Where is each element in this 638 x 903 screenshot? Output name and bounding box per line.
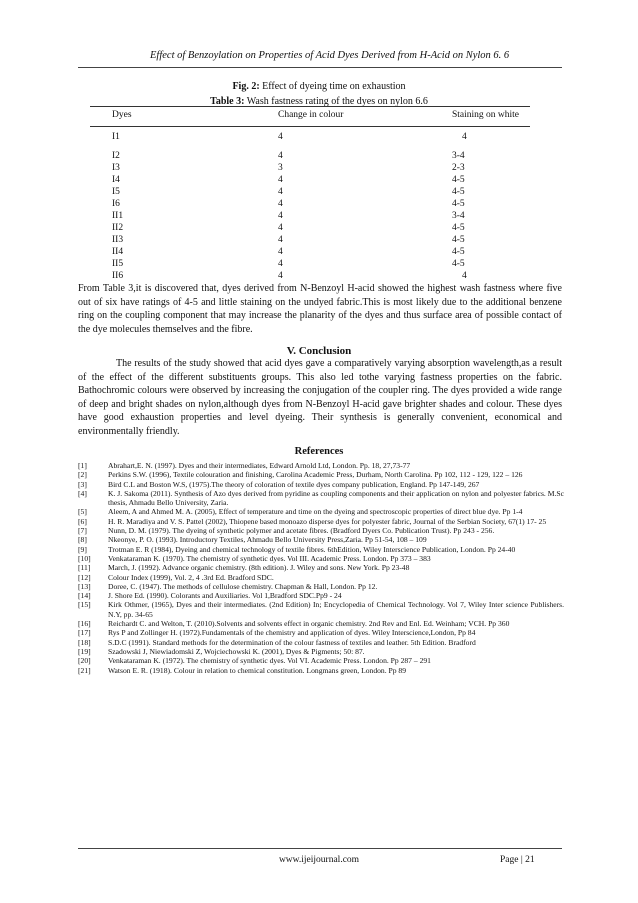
reference-item bbox=[78, 573, 564, 582]
reference-number: [3] bbox=[78, 479, 87, 489]
reference-item bbox=[78, 647, 564, 656]
running-head: Effect of Benzoylation on Properties of Acid Dyes Derived from H-Acid on Nylon 6. 6 bbox=[150, 50, 510, 61]
reference-text: Perkins S.W. (1996), Textile colouration and finishing, Carolina Academic Press, Durham, North Carolina. Pp 102, 112 - 129, 122 – 126 bbox=[108, 470, 523, 480]
reference-item bbox=[78, 582, 564, 591]
reference-text: Rys P and Zollinger H. (1972).Fundamentals of the chemistry and application of dyes. Wiley Interscience,London, Pp 84 bbox=[108, 628, 476, 638]
reference-text: Aleem, A and Ahmed M. A. (2005), Effect of temperature and time on the dyeing and spectroscopic properties of direct blue dye. Pp 1-4 bbox=[108, 507, 523, 517]
reference-text: Doree, C. (1947). The methods of cellulose chemistry. Chapman & Hall, London. Pp 12. bbox=[108, 581, 378, 591]
references-list bbox=[78, 461, 564, 675]
cell-staining-on-white: 2-3 bbox=[452, 163, 465, 173]
reference-item bbox=[78, 535, 564, 544]
reference-number: [15] bbox=[78, 600, 91, 610]
reference-number: [10] bbox=[78, 553, 91, 563]
cell-dye: I5 bbox=[112, 187, 120, 197]
table-header-staining-on-white: Staining on white bbox=[452, 110, 520, 120]
reference-text: Reichardt C. and Welton, T. (2010).Solvents and solvents effect in organic chemistry. 2nd Rev and Enl. Ed. Weinham; VCH. Pp 360 bbox=[108, 619, 510, 629]
table-caption-label: Table 3: bbox=[210, 96, 245, 107]
cell-change-in-colour: 4 bbox=[278, 187, 283, 197]
reference-text: Trotman E. R (1984), Dyeing and chemical technology of textile fibres. 6thEdition, Wiley Interscience Publication, London. Pp 24-40 bbox=[108, 544, 516, 554]
reference-number: [7] bbox=[78, 526, 87, 536]
reference-item bbox=[78, 545, 564, 554]
reference-item bbox=[78, 591, 564, 600]
cell-change-in-colour: 4 bbox=[278, 132, 283, 142]
footer-url: www.ijeijournal.com bbox=[278, 855, 360, 865]
reference-item bbox=[78, 638, 564, 647]
figure-caption-label: Fig. 2: bbox=[232, 81, 260, 92]
cell-change-in-colour: 4 bbox=[278, 235, 283, 245]
reference-item bbox=[78, 526, 564, 535]
reference-text: Colour Index (1999), Vol. 2, 4 .3rd Ed. Bradford SDC. bbox=[108, 572, 274, 582]
reference-text: K. J. Sakoma (2011). Synthesis of Azo dyes derived from pyridine as coupling components and their application on nylon and polyester fabrics. M.Sc thesis, Ahmadu Bello University, Zaria. bbox=[108, 488, 564, 508]
cell-staining-on-white: 4-5 bbox=[452, 199, 465, 209]
cell-dye: II2 bbox=[112, 223, 124, 233]
reference-number: [2] bbox=[78, 470, 87, 480]
reference-item bbox=[78, 554, 564, 563]
reference-text: S.D.C (1991). Standard methods for the determination of the colour fastness of textiles and leather. 5th Edition. Bradford bbox=[108, 637, 476, 647]
cell-dye: I3 bbox=[112, 163, 120, 173]
reference-item bbox=[78, 517, 564, 526]
page-number: Page | 21 bbox=[500, 855, 535, 865]
cell-staining-on-white: 3-4 bbox=[452, 211, 465, 221]
table-header-dyes: Dyes bbox=[112, 110, 132, 120]
cell-change-in-colour: 4 bbox=[278, 199, 283, 209]
cell-staining-on-white: 4-5 bbox=[452, 247, 465, 257]
reference-text: J. Shore Ed. (1990). Colorants and Auxiliaries. Vol 1,Bradford SDC.Pp9 - 24 bbox=[108, 591, 342, 601]
table-top-rule bbox=[90, 106, 530, 107]
table-row bbox=[90, 259, 530, 271]
reference-item bbox=[78, 666, 564, 675]
reference-text: Abrahart,E. N. (1997). Dyes and their intermediates, Edward Arnold Ltd, London. Pp. 18, 27,73-77 bbox=[108, 461, 411, 470]
table-discussion-paragraph: From Table 3,it is discovered that, dyes derived from N-Benzoyl H-acid showed the highest wash fastness where five out of six have ratings of 4-5 and little staining on the undyed fabric.This is most likely due to the additional benzene ring on the coupling component that may increase the planarity of the dyes and thus surface area of possible contact of the dye molecules themselves and the fibre. bbox=[78, 283, 562, 335]
reference-item bbox=[78, 480, 564, 489]
table-row bbox=[90, 132, 530, 144]
table-row bbox=[90, 223, 530, 235]
cell-staining-on-white: 4 bbox=[462, 271, 467, 281]
figure-caption-text: Effect of dyeing time on exhaustion bbox=[259, 81, 406, 92]
reference-item bbox=[78, 656, 564, 665]
cell-staining-on-white: 4-5 bbox=[452, 223, 465, 233]
reference-text: Nunn, D. M. (1979). The dyeing of synthetic polymer and acetate fibres. (Bradford Dyers Co. Publication Trust). Pp 243 - 256. bbox=[108, 526, 495, 536]
reference-item bbox=[78, 628, 564, 637]
reference-item bbox=[78, 619, 564, 628]
reference-text: Venkataraman K. (1972). The chemistry of synthetic dyes. Vol VI. Academic Press. London. Pp 287 – 291 bbox=[108, 656, 431, 666]
cell-dye: II1 bbox=[112, 211, 124, 221]
cell-dye: I4 bbox=[112, 175, 120, 185]
cell-dye: I6 bbox=[112, 199, 120, 209]
reference-number: [17] bbox=[78, 628, 91, 638]
cell-change-in-colour: 4 bbox=[278, 151, 283, 161]
cell-dye: II4 bbox=[112, 247, 124, 257]
conclusion-paragraph: The results of the study showed that acid dyes gave a comparatively varying absorption wavelength,as a result of the effect of the different substituents groups. This also led tothe varying fastness properties on the fabric. Bathochromic colours were observed by increasing the conjugation of the coupler ring. The dyes provided a wide range of deep and bright shades on nylon,although dyes from N-Benzoyl H-acid gave brighter shades and colour. These dyes have good exhaustion properties and level dyeing. Their synthesis is generally convenient, economical and environmentally friendly. bbox=[78, 358, 562, 437]
cell-dye: I1 bbox=[112, 132, 120, 142]
reference-item bbox=[78, 470, 564, 479]
table-header-rule bbox=[90, 126, 530, 127]
cell-dye: II5 bbox=[112, 259, 124, 269]
table-row bbox=[90, 199, 530, 211]
cell-change-in-colour: 4 bbox=[278, 271, 283, 281]
cell-staining-on-white: 4-5 bbox=[452, 259, 465, 269]
cell-change-in-colour: 4 bbox=[278, 223, 283, 233]
reference-text: Nkeonye, P. O. (1993). Introductory Textiles, Ahmadu Bello University Press,Zaria. Pp 51-54, 108 – 109 bbox=[108, 535, 427, 545]
table-row bbox=[90, 235, 530, 247]
reference-number: [11] bbox=[78, 563, 91, 573]
reference-item bbox=[78, 563, 564, 572]
table-header-change-in-colour: Change in colour bbox=[278, 110, 344, 120]
reference-number: [8] bbox=[78, 535, 87, 545]
reference-item bbox=[78, 507, 564, 516]
reference-number: [13] bbox=[78, 581, 91, 591]
cell-change-in-colour: 4 bbox=[278, 211, 283, 221]
table-row bbox=[90, 175, 530, 187]
cell-staining-on-white: 4-5 bbox=[452, 175, 465, 185]
reference-number: [18] bbox=[78, 637, 91, 647]
table-row bbox=[90, 151, 530, 163]
reference-number: [16] bbox=[78, 619, 91, 629]
reference-text: Watson E. R. (1918). Colour in relation to chemical constitution. Longmans green, London. Pp 89 bbox=[108, 665, 407, 675]
table-row bbox=[90, 163, 530, 175]
table-row bbox=[90, 187, 530, 199]
cell-dye: II6 bbox=[112, 271, 124, 281]
cell-dye: II3 bbox=[112, 235, 124, 245]
reference-number: [20] bbox=[78, 656, 91, 666]
reference-number: [12] bbox=[78, 572, 91, 582]
reference-item bbox=[78, 600, 564, 619]
table-caption-text: Wash fastness rating of the dyes on nylon 6.6 bbox=[244, 96, 428, 107]
references-title: References bbox=[294, 446, 344, 457]
cell-dye: I2 bbox=[112, 151, 120, 161]
cell-staining-on-white: 3-4 bbox=[452, 151, 465, 161]
cell-change-in-colour: 4 bbox=[278, 175, 283, 185]
reference-number: [9] bbox=[78, 544, 87, 554]
cell-change-in-colour: 4 bbox=[278, 247, 283, 257]
reference-text: March, J. (1992). Advance organic chemistry. (8th edition). J. Wiley and sons. New York. Pp 23-48 bbox=[108, 563, 410, 573]
reference-item bbox=[78, 489, 564, 508]
table-row bbox=[90, 211, 530, 223]
reference-text: Szadowski J, Niewiadomski Z, Wojciechowski K. (2001), Dyes & Pigments; 50: 87. bbox=[108, 646, 365, 656]
reference-text: Venkataraman K. (1970). The chemistry of synthetic dyes. Vol III. Academic Press. London. Pp 373 – 383 bbox=[108, 553, 431, 563]
reference-text: Bird C.L and Boston W.S, (1975).The theory of coloration of textile dyes company publication, England. Pp 147-149, 267 bbox=[108, 479, 480, 489]
cell-change-in-colour: 4 bbox=[278, 259, 283, 269]
header-rule bbox=[78, 67, 562, 68]
cell-staining-on-white: 4 bbox=[462, 132, 467, 142]
section-title-conclusion: V. Conclusion bbox=[286, 345, 352, 357]
reference-text: H. R. Maradiya and V. S. Pattel (2002), Thiopene based monoazo disperse dyes for polyester fabric, Journal of the Serbian Society, 67(1) 17- 25 bbox=[108, 516, 547, 526]
cell-staining-on-white: 4-5 bbox=[452, 187, 465, 197]
reference-number: [21] bbox=[78, 665, 91, 675]
figure-caption bbox=[0, 81, 638, 92]
footer-rule bbox=[78, 848, 562, 849]
reference-number: [19] bbox=[78, 646, 91, 656]
reference-text: Kirk Othmer, (1965), Dyes and their intermediates. (2nd Edition) In; Encyclopedia of Chemical Technology. Vol 7, Wiley Inter science Publishers. N.Y, pp. 34-65 bbox=[108, 600, 564, 619]
reference-number: [1] bbox=[78, 461, 87, 470]
reference-number: [4] bbox=[78, 488, 87, 498]
reference-number: [14] bbox=[78, 591, 91, 601]
reference-item bbox=[78, 461, 564, 470]
reference-number: [6] bbox=[78, 516, 87, 526]
cell-staining-on-white: 4-5 bbox=[452, 235, 465, 245]
table-row bbox=[90, 247, 530, 259]
reference-number: [5] bbox=[78, 507, 87, 517]
cell-change-in-colour: 3 bbox=[278, 163, 283, 173]
